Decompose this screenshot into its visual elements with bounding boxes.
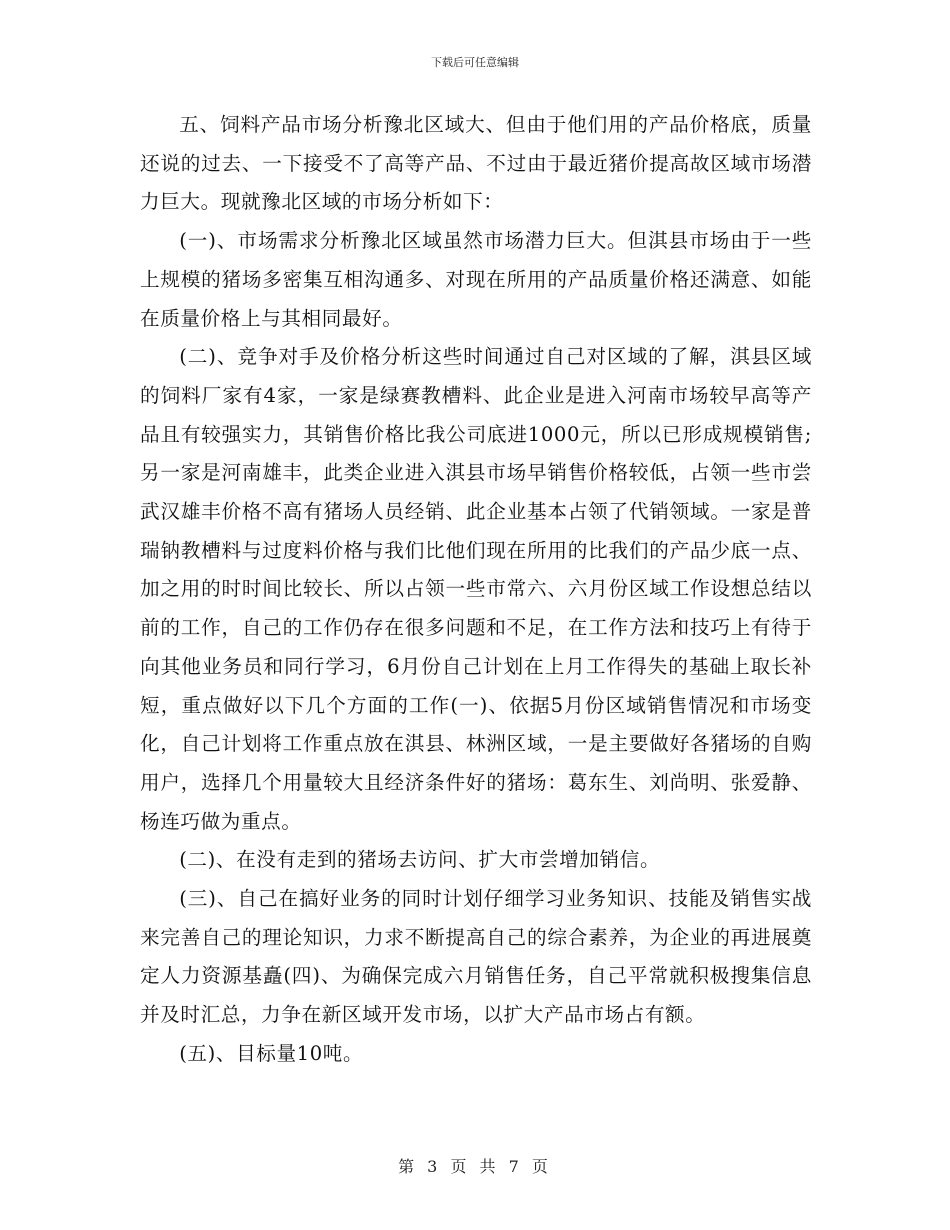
paragraph-demand-analysis: (一)、市场需求分析豫北区域虽然市场潜力巨大。但淇县市场由于一些上规模的猪场多密集互相沟通多、对现在所用的产品质量价格还满意、如能在质量价格上与其相同最好。 — [140, 229, 812, 330]
document-body — [140, 106, 812, 1074]
paragraph-competition-analysis: (二)、竞争对手及价格分析这些时间通过自己对区域的了解，淇县区域的饲料厂家有4家，一家是绿赛教槽料、此企业是进入河南市场较早高等产品且有较强实力，其销售价格比我公司底进1000元，所以已形成规模销售;另一家是河南雄丰，此类企业进入淇县市场早销售价格较低，占领一些市尝武汉雄丰价格不高有猪场人员经销、此企业基本占领了代销领域。一家是普瑞钠教槽料与过度料价格与我们比他们现在所用的比我们的产品少底一点、加之用的时时间比较长、所以占领一些市常六、六月份区域工作设想总结以前的工作，自己的工作仍存在很多问题和不足，在工作方法和技巧上有待于向其他业务员和同行学习，6月份自己计划在上月工作得失的基础上取长补短，重点做好以下几个方面的工作(一)、依据5月份区域销售情况和市场变化，自己计划将工作重点放在淇县、林洲区域，一是主要做好各猪场的自购用户，选择几个用量较大且经济条件好的猪场：葛东生、刘尚明、张爱静、杨连巧做为重点。 — [140, 345, 812, 833]
page-number: 第 3 页 共 7 页 — [398, 1157, 552, 1176]
paragraph-visit-farms: (二)、在没有走到的猪场去访问、扩大市尝增加销信。 — [179, 848, 661, 872]
paragraph-self-study: (三)、自己在搞好业务的同时计划仔细学习业务知识、技能及销售实战来完善自己的理论知识，力求不断提高自己的综合素养，为企业的再进展奠定人力资源基矗(四)、为确保完成六月销售任务，自己平常就积极搜集信息并及时汇总，力争在新区域开发市场，以扩大产品市场占有额。 — [140, 887, 812, 1027]
paragraph-target-volume: (五)、目标量10吨。 — [179, 1041, 364, 1065]
paragraph-market-analysis: 五、饲料产品市场分析豫北区域大、但由于他们用的产品价格底，质量还说的过去、一下接受不了高等产品、不过由于最近猪价提高故区域市场潜力巨大。现就豫北区域的市场分析如下： — [140, 113, 812, 214]
page-header-note: 下载后可任意编辑 — [431, 56, 519, 69]
